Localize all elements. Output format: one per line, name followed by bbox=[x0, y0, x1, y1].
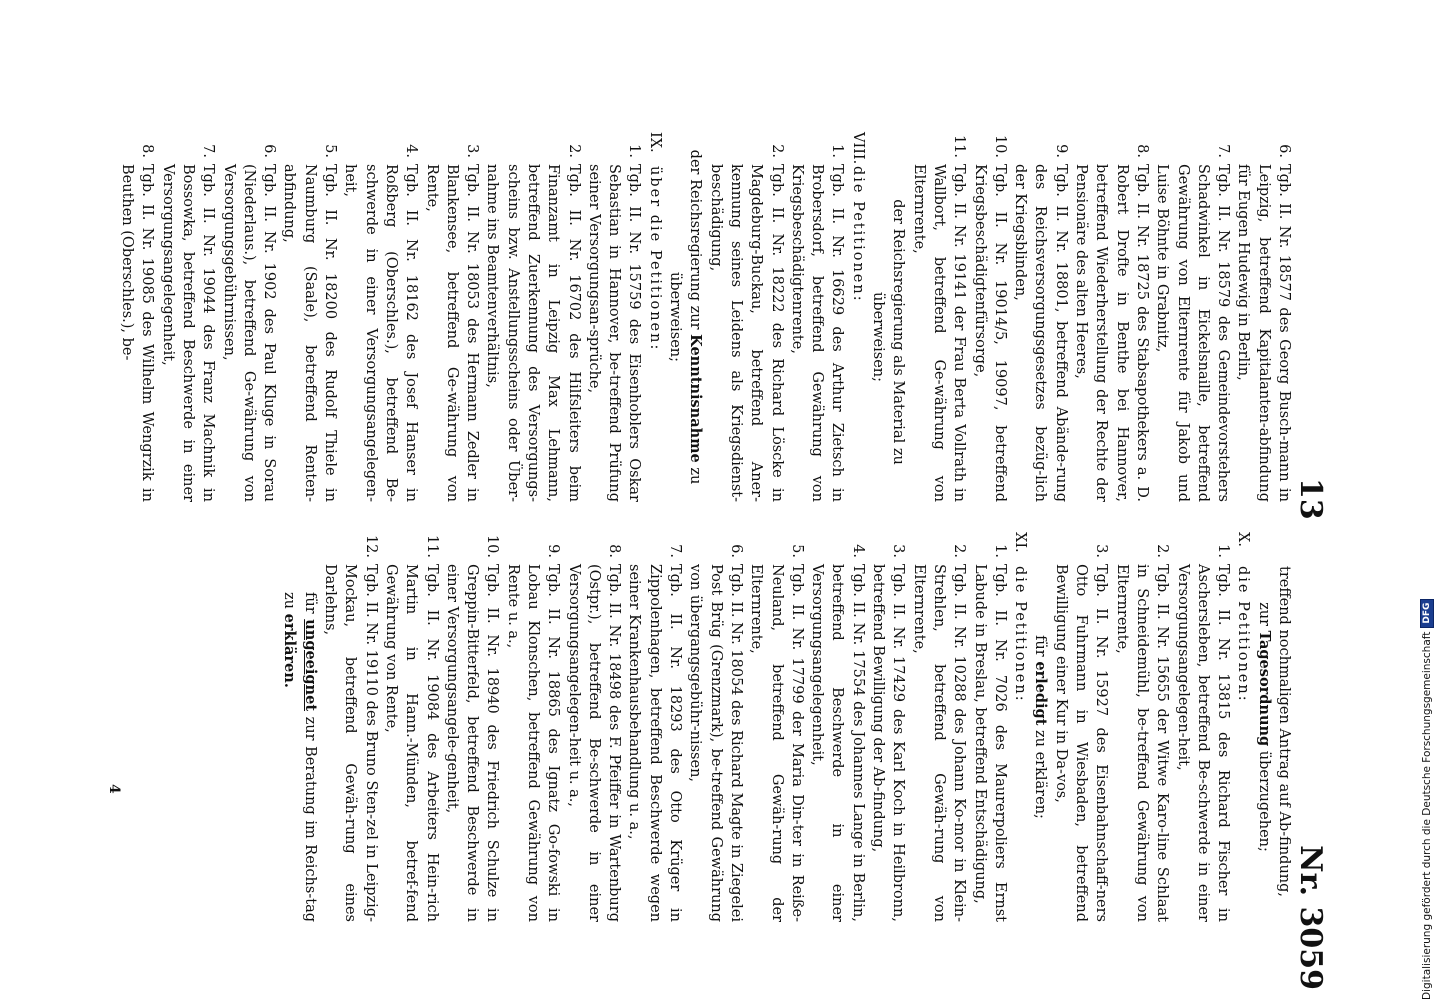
list-item bbox=[157, 132, 218, 502]
resolution-final-bold: ungeeignet bbox=[301, 619, 319, 712]
list-item bbox=[442, 532, 503, 922]
item-number: 9. bbox=[1052, 144, 1069, 158]
item-number: 10. bbox=[484, 534, 501, 558]
item-number: 3. bbox=[1093, 544, 1110, 558]
item-text: Tgb. II. Nr. 19141 der Frau Berta Vollrath in Wallbort, betreffend Ge-währung von Elternrente, bbox=[910, 164, 968, 502]
section-viii-label: VIII. bbox=[849, 132, 866, 165]
document-number: Nr. 3059 bbox=[1293, 845, 1328, 990]
list-item bbox=[746, 532, 807, 922]
section-x-title: die Petitionen: bbox=[1235, 566, 1252, 703]
item-text: Tgb. II. Nr. 18222 des Richard Löscke in Magdeburg-Buckau, betreffend Aner-kennung seines Leidens als Kriegsdienst-beschädigung, bbox=[707, 164, 785, 502]
list-item bbox=[969, 132, 1010, 502]
list-item bbox=[969, 532, 1010, 922]
item-text: Tgb. II. Nr. 18940 des Friedrich Schulze in Greppin-Bitterfeld, betreffend Beschwerde in einer Versorgungsangele-genheit, bbox=[443, 564, 501, 922]
list-item bbox=[1172, 532, 1233, 922]
list-item bbox=[1071, 132, 1152, 502]
item-number: 4. bbox=[403, 144, 420, 158]
section-xi-title: die Petitionen: bbox=[1012, 566, 1029, 703]
item-text: Tgb. II. Nr. 17799 der Maria Din-ter in Reiße-Neuland, betreffend Gewäh-rung der Elternrente, bbox=[748, 564, 805, 922]
list-item bbox=[705, 132, 786, 502]
list-item bbox=[685, 532, 746, 922]
item-text: Tgb. II. Nr. 13815 des Richard Fischer in Aschersleben, betreffend Be-schwerde in einer Versorgungsangelegen-heit, bbox=[1174, 564, 1232, 922]
list-item bbox=[218, 132, 279, 502]
section-x-heading bbox=[1233, 532, 1253, 922]
item-number: 2. bbox=[768, 144, 785, 158]
list-item bbox=[1152, 132, 1233, 502]
item-number: 12. bbox=[362, 534, 379, 558]
item-text: Tgb. II. Nr. 17554 des Johannes Lange in Berlin, betreffend Beschwerde in einer Versorgungsangelegenheit, bbox=[809, 564, 866, 922]
list-item bbox=[868, 532, 909, 922]
item-number: 8. bbox=[1133, 144, 1150, 158]
list-item bbox=[117, 132, 158, 502]
item-text: Tgb. II. Nr. 1902 des Paul Kluge in Sorau (Niederlaus.), betreffend Ge-währung von Versorgungsgebührnissen, bbox=[220, 164, 278, 502]
item-number: 1. bbox=[991, 544, 1008, 558]
item-text: Tgb. II. Nr. 18054 des Richard Magte in Ziegelei Post Brüg (Grenzmark), be-treffend Gewährung von übergangsgebühr-nissen, bbox=[687, 564, 744, 922]
signature-mark: 4 bbox=[106, 784, 122, 794]
section-ix-label: IX. bbox=[646, 132, 663, 153]
item-number: 2. bbox=[565, 144, 582, 158]
item-text: Tgb. II. Nr. 16629 des Arthur Zietsch in Brobersdorf, betreffend Gewährung von Kriegsbeschädigtenrente, bbox=[788, 164, 846, 502]
list-item bbox=[502, 532, 563, 922]
list-item bbox=[584, 132, 645, 502]
item-text: Tgb. II. Nr. 7026 des Maurerpoliers Ernst Labude in Breslau, betreffend Entschädigung, bbox=[971, 564, 1008, 922]
item-number: 1. bbox=[1215, 544, 1232, 558]
dfg-logo: DFG bbox=[1420, 599, 1434, 628]
item-number: 9. bbox=[545, 544, 562, 558]
resolution-final-pre: für bbox=[301, 592, 318, 614]
item-text: Tgb. II. Nr. 18200 des Rudolf Thiele in Naumburg (Saale), betreffend Renten-abfindung, bbox=[281, 164, 339, 502]
section-x-label: X. bbox=[1235, 532, 1252, 547]
resolution-ix-pre: der Reichsregierung zur bbox=[687, 149, 704, 330]
resolution-ix bbox=[665, 132, 706, 502]
list-item bbox=[1050, 532, 1111, 922]
item-number: 8. bbox=[139, 144, 156, 158]
section-viii-title: die Petitionen: bbox=[849, 166, 866, 303]
digitization-text: Digitalisierung gefördert durch die Deutsche Forschungsgemeinschaft bbox=[1421, 631, 1433, 1000]
item-number: 3. bbox=[464, 144, 481, 158]
item-number: 3. bbox=[890, 544, 907, 558]
left-items-ix bbox=[117, 132, 645, 502]
item-number: 6. bbox=[1276, 144, 1292, 158]
item-text: Tgb. II. Nr. 19044 des Franz Machnik in Bossowka, betreffend Beschwerde in einer Versorgungsangelegenheit, bbox=[159, 164, 217, 502]
page-number: 13 bbox=[1293, 478, 1328, 520]
item-text: Tgb. II. Nr. 17429 des Karl Koch in Heilbronn, betreffend Bewilligung der Ab-findung, bbox=[870, 564, 907, 922]
item-text: Tgb. II. Nr. 18801, betreffend Abände-rung des Reichsversorgungsgesetzes bezüg-lich der Kriegsblinden, bbox=[1012, 164, 1069, 502]
section-xi-label: XI. bbox=[1012, 532, 1029, 553]
list-item bbox=[563, 532, 624, 922]
list-item bbox=[787, 132, 848, 502]
item-text: Tgb. II. Nr. 18865 des Ignatz Go-fowski in Lobau Klonschen, betreffend Gewährung von Rente u. a., bbox=[504, 564, 562, 922]
list-item bbox=[421, 132, 482, 502]
item-text: Tgb. II. Nr. 19110 des Bruno Sten-zel in Leipzig-Mockau, betreffend Gewäh-rung eines Darlehns, bbox=[322, 564, 379, 922]
item-number: 2. bbox=[951, 544, 968, 558]
item-number: 5. bbox=[322, 144, 339, 158]
item-number: 1. bbox=[829, 144, 846, 158]
section-viii-heading bbox=[847, 132, 867, 502]
item-text: Tgb. II. Nr. 19084 des Arbeiters Hein-rich Martin in Hann.-Münden, betref-fend Gewährung von Rente, bbox=[382, 564, 440, 922]
item-number: 6. bbox=[261, 144, 278, 158]
resolution-xi-pre: für bbox=[1032, 635, 1049, 657]
left-items-top bbox=[908, 132, 1294, 502]
item-text: Tgb. II. Nr. 15927 des Eisenbahnschaff-ners Otto Fuhrmann in Wiesbaden, betreffend Bewilligung einer Kur in Da-vos, bbox=[1052, 564, 1110, 922]
left-items-viii bbox=[705, 132, 847, 502]
item-number: 1. bbox=[626, 144, 643, 158]
list-item bbox=[908, 132, 969, 502]
item-text: Tgb. II. Nr. 18577 des Georg Busch-mann in Leipzig, betreffend Kapitalanten-abfindung für Eugen Hudewig in Berlin, bbox=[1235, 164, 1292, 502]
resolution-ix-bold: Kenntnisnahme bbox=[687, 334, 705, 463]
resolution-final-mid: zur Beratung im Reichs-tag zu bbox=[281, 592, 318, 922]
item-number: 11. bbox=[423, 534, 440, 558]
resolution-xi-post: zu erklären; bbox=[1032, 730, 1049, 819]
item-text: Tgb. II. Nr. 18162 des Josef Hanser in Roßberg (Oberschles.), betreffend Be-schwerde in einer Versorgungsangelegen-heit, bbox=[342, 164, 420, 502]
item-text: Tgb. II. Nr. 18293 des Otto Krüger in Zippolenhagen, betreffend Beschwerde wegen seiner Krankenhausbehandlung u. a., bbox=[626, 564, 684, 922]
item-text: Tgb. II. Nr. 15655 der Witwe Karo-line Schlaat in Schneidemühl, be-treffend Gewährung von Elternrente, bbox=[1113, 564, 1171, 922]
item-number: 6. bbox=[727, 544, 744, 558]
left-column bbox=[117, 132, 1294, 502]
list-item bbox=[340, 132, 421, 502]
item-text: Tgb. II. Nr. 16702 des Hilfsleiters beim Finanzamt in Leipzig Max Lehmann, betreffend Zuerkennung des Versorgungs-scheins bzw. Anstellungsscheins oder Über-nahme ins Beamtenverhältnis, bbox=[484, 164, 582, 502]
item-text: Tgb. II. Nr. 19085 des Wilhelm Wengrzik in Beuthen (Oberschles.), be- bbox=[119, 164, 156, 502]
section-ix-heading bbox=[645, 132, 665, 502]
item-number: 7. bbox=[667, 544, 684, 558]
item-text: Tgb. II. Nr. 18725 des Stabsapothekers a. D. Robert Drofte in Benthe bei Hannover, betreffend Wiederherstellung der Rechte der Pensionäre des alten Heeres, bbox=[1073, 164, 1150, 502]
section-ix-title: über die Petitionen: bbox=[646, 166, 663, 352]
resolution-xi-bold: erledigt bbox=[1032, 661, 1050, 726]
list-item bbox=[908, 532, 969, 922]
list-item bbox=[807, 532, 868, 922]
item-text: Tgb. II. Nr. 18498 des F. Pfeiffer in Wartenburg (Ostpr.), betreffend Be-schwerde in einer Versorgungsangelegen-heit u. a., bbox=[565, 564, 623, 922]
item-text: Tgb. II. Nr. 15759 des Eisenhoblers Oskar Sebastian in Hannover, be-treffend Prüfung seiner Versorgungsan-sprüche, bbox=[585, 164, 643, 502]
resolution-final bbox=[279, 532, 320, 922]
list-item bbox=[482, 132, 583, 502]
resolution-xi bbox=[1030, 532, 1050, 922]
item-text: Tgb. II. Nr. 18579 des Gemeindevorstehers Schadwinkel in Eickelsnaille, betreffend Gewährung von Elternrente für Jakob und Luise Böhnte in Grabnitz, bbox=[1154, 164, 1232, 502]
item-number: 7. bbox=[1215, 144, 1232, 158]
item-number: 10. bbox=[991, 134, 1008, 158]
section-xi-heading bbox=[1010, 532, 1030, 922]
item-number: 11. bbox=[951, 134, 968, 158]
item-number: 8. bbox=[606, 544, 623, 558]
item-text: Tgb. II. Nr. 18053 des Hermann Zedler in Blankensee, betreffend Ge-währung von Rente, bbox=[423, 164, 481, 502]
item-number: 7. bbox=[200, 144, 217, 158]
right-column bbox=[279, 532, 1294, 922]
resolution-x bbox=[1253, 532, 1273, 922]
right-items-xi bbox=[320, 532, 1010, 922]
list-item bbox=[279, 132, 340, 502]
item-text: Tgb. II. Nr. 19014/5, 19097, betreffend Kriegsbeschädigtenfürsorge, bbox=[971, 164, 1008, 502]
item-number: 4. bbox=[849, 544, 866, 558]
right-items-x bbox=[1050, 532, 1233, 922]
right-continuation: treffend nochmaligen Antrag auf Ab-findung, bbox=[1276, 566, 1292, 898]
list-item bbox=[1233, 132, 1294, 502]
list-item bbox=[624, 532, 685, 922]
resolution-ix-post: zu überweisen; bbox=[667, 271, 704, 485]
item-text: Tgb. II. Nr. 10288 des Johann Ko-mor in Klein-Strehlen, betreffend Gewäh-rung von Elternrente, bbox=[910, 564, 968, 922]
list-item bbox=[320, 532, 381, 922]
digitization-note bbox=[1420, 599, 1434, 1000]
resolution-x-bold: Tagesordnung bbox=[1255, 630, 1273, 747]
list-item bbox=[381, 532, 442, 922]
resolution-x-post: überzugehen; bbox=[1255, 750, 1272, 852]
item-number: 5. bbox=[788, 544, 805, 558]
list-item bbox=[1010, 132, 1071, 502]
list-item bbox=[1111, 532, 1172, 922]
resolution-viii: der Reichsregierung als Material zu überweisen; bbox=[870, 199, 907, 465]
item-number: 2. bbox=[1154, 544, 1171, 558]
resolution-final-bold2: erklären. bbox=[281, 613, 299, 688]
resolution-x-pre: zur bbox=[1255, 602, 1272, 627]
